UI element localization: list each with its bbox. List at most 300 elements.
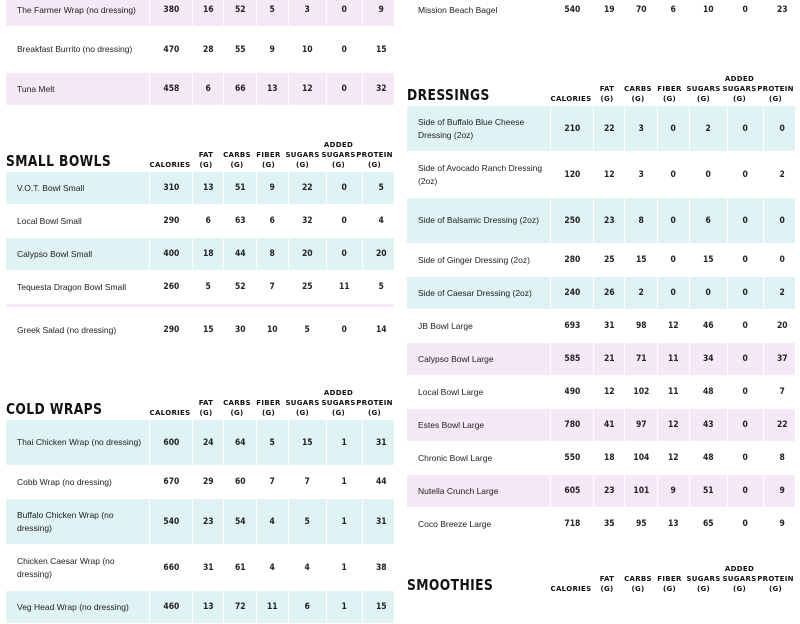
added-value <box>727 198 763 243</box>
item-name: Coco Breeze Large <box>418 518 492 529</box>
fiber-value-text: 12 <box>668 420 679 430</box>
fat-value <box>593 409 624 441</box>
fat-value-text: 16 <box>202 5 214 15</box>
item-name: Side of Buffalo Blue Cheese Dressing (2oz) <box>418 116 525 140</box>
added-value <box>326 238 362 270</box>
calories-value <box>149 0 192 26</box>
fiber-value-text: 13 <box>267 84 278 94</box>
calories-value <box>550 475 593 507</box>
sugars-value-text: 3 <box>304 5 311 15</box>
carbs-value-text: 51 <box>234 183 246 193</box>
protein-value <box>763 376 800 408</box>
fat-value-text: 6 <box>205 84 211 94</box>
column-header-fat: FAT (G) <box>198 399 214 417</box>
calories-value <box>550 277 593 309</box>
fat-value <box>192 307 223 353</box>
calories-value-text: 290 <box>163 325 179 335</box>
sugars-value-text: 48 <box>703 453 714 463</box>
calories-value-text: 490 <box>564 387 580 397</box>
fiber-value-text: 9 <box>269 44 276 55</box>
fat-value <box>192 466 223 498</box>
sugars-value <box>288 307 326 353</box>
protein-value-text: 2 <box>779 169 786 180</box>
fiber-value <box>256 545 288 590</box>
fiber-value-text: 11 <box>668 354 679 364</box>
calories-value <box>550 152 593 197</box>
carbs-value-text: 3 <box>638 169 644 180</box>
fiber-value <box>657 106 689 151</box>
fiber-value-text: 7 <box>269 282 276 292</box>
added-value <box>727 376 763 408</box>
fiber-value <box>256 0 288 26</box>
column-header-calories: CALORIES <box>149 409 191 417</box>
added-value-text: 0 <box>742 255 749 265</box>
carbs-value-text: 3 <box>638 123 644 134</box>
item-name: Side of Balsamic Dressing (2oz) <box>418 215 539 225</box>
calories-value-text: 550 <box>564 453 580 463</box>
fat-value <box>192 73 223 105</box>
table-row <box>407 0 795 27</box>
protein-value <box>763 277 800 309</box>
fat-value-text: 31 <box>603 321 615 331</box>
table-row <box>407 310 795 343</box>
fat-value <box>593 376 624 408</box>
added-value <box>727 409 763 441</box>
calories-value <box>149 499 192 544</box>
added-value-text: 0 <box>341 84 348 94</box>
carbs-value <box>624 310 657 342</box>
fat-value <box>192 271 223 303</box>
added-value <box>326 307 362 353</box>
fat-value-text: 29 <box>202 477 214 487</box>
item-name: Side of Avocado Ranch Dressing (2oz) <box>418 162 543 186</box>
fiber-value-text: 11 <box>668 387 679 397</box>
added-value <box>727 277 763 309</box>
column-header-protein: PROTEIN (G) <box>356 399 393 417</box>
sugars-value-text: 5 <box>304 516 311 527</box>
fiber-value-text: 0 <box>670 255 677 265</box>
fiber-value <box>256 420 288 465</box>
dressings-section <box>407 42 795 541</box>
calories-value-text: 460 <box>163 602 179 612</box>
fat-value-text: 23 <box>603 486 615 496</box>
fat-value <box>593 343 624 375</box>
protein-value <box>763 198 800 243</box>
protein-value <box>763 106 800 151</box>
carbs-value-text: 104 <box>633 453 649 463</box>
calories-value-text: 670 <box>163 477 179 487</box>
sugars-value <box>288 205 326 237</box>
column-header-fat: FAT (G) <box>599 575 615 593</box>
table-row <box>6 0 394 27</box>
added-value <box>727 343 763 375</box>
carbs-value <box>223 591 256 623</box>
carbs-value-text: 15 <box>635 255 647 265</box>
calories-value-text: 540 <box>163 516 179 527</box>
carbs-value <box>624 343 657 375</box>
sugars-value <box>288 499 326 544</box>
section-title: DRESSINGS <box>407 86 490 104</box>
fiber-value <box>256 466 288 498</box>
column-headers <box>550 74 794 104</box>
protein-value <box>763 0 800 26</box>
fat-value-text: 13 <box>202 602 214 612</box>
fat-value-text: 5 <box>205 282 211 292</box>
sugars-value-text: 0 <box>705 169 712 180</box>
column-headers <box>149 388 393 418</box>
protein-value-text: 0 <box>779 255 786 265</box>
fat-value-text: 19 <box>603 5 615 15</box>
calories-value-text: 290 <box>163 216 179 226</box>
fat-value-text: 12 <box>603 169 615 180</box>
calories-value <box>149 466 192 498</box>
sugars-value <box>288 238 326 270</box>
sugars-value-text: 5 <box>304 325 311 335</box>
carbs-value-text: 95 <box>635 519 647 529</box>
fat-value <box>192 205 223 237</box>
calories-value-text: 780 <box>564 420 580 430</box>
fat-value-text: 18 <box>603 453 615 463</box>
column-header-fiber: FIBER (G) <box>256 151 281 169</box>
section-header <box>407 532 795 596</box>
fat-value <box>192 420 223 465</box>
fiber-value <box>256 591 288 623</box>
fiber-value <box>657 244 689 276</box>
cold-wraps-section <box>6 356 394 624</box>
carbs-value-text: 61 <box>234 562 246 573</box>
column-header-sugars: SUGARS (G) <box>285 151 320 169</box>
fat-value <box>593 152 624 197</box>
column-header-fat: FAT (G) <box>198 151 214 169</box>
sugars-value <box>689 106 727 151</box>
table-row <box>407 198 795 244</box>
protein-value <box>362 545 400 590</box>
fiber-value-text: 0 <box>670 215 677 226</box>
fiber-value <box>256 499 288 544</box>
calories-value <box>550 376 593 408</box>
sugars-value-text: 22 <box>302 183 313 193</box>
item-name: Local Bowl Small <box>17 215 82 226</box>
sugars-value <box>288 591 326 623</box>
sugars-value <box>689 442 727 474</box>
protein-value <box>362 205 400 237</box>
smoothies-section <box>407 532 795 596</box>
protein-value <box>362 591 400 623</box>
item-name: Nutella Crunch Large <box>418 485 499 496</box>
calories-value <box>149 27 192 72</box>
section-header <box>6 108 394 172</box>
carbs-value <box>223 172 256 204</box>
calories-value <box>149 271 192 303</box>
fat-value <box>593 106 624 151</box>
column-headers <box>149 140 393 170</box>
column-header-protein: PROTEIN (G) <box>757 575 794 593</box>
calories-value <box>550 106 593 151</box>
table-row <box>6 545 394 591</box>
sugars-value-text: 6 <box>304 602 311 612</box>
protein-value-text: 0 <box>779 215 786 226</box>
calories-value-text: 260 <box>163 282 179 292</box>
calories-value-text: 400 <box>163 249 179 259</box>
sugars-value <box>288 420 326 465</box>
protein-value-text: 38 <box>376 562 387 573</box>
calories-value <box>550 409 593 441</box>
carbs-value <box>624 409 657 441</box>
item-name: Greek Salad (no dressing) <box>17 324 117 335</box>
fat-value <box>192 499 223 544</box>
fat-value-text: 18 <box>202 249 214 259</box>
added-value-text: 0 <box>742 123 749 134</box>
added-value <box>727 244 763 276</box>
added-value-text: 0 <box>742 387 749 397</box>
protein-value <box>763 475 800 507</box>
table-row <box>6 271 394 304</box>
added-value <box>326 499 362 544</box>
added-value <box>727 0 763 26</box>
fiber-value <box>657 277 689 309</box>
protein-value-text: 5 <box>378 282 385 292</box>
sugars-value-text: 10 <box>703 5 714 15</box>
protein-value <box>362 466 400 498</box>
column-headers <box>550 564 794 594</box>
sugars-value-text: 12 <box>302 84 313 94</box>
table-row <box>407 343 795 376</box>
protein-value <box>763 310 800 342</box>
protein-value-text: 9 <box>779 486 786 496</box>
item-name: Chicken Caesar Wrap (no dressing) <box>17 555 115 579</box>
fiber-value-text: 5 <box>269 437 276 448</box>
sugars-value <box>689 152 727 197</box>
fat-value-text: 23 <box>202 516 214 527</box>
protein-value-text: 15 <box>376 602 387 612</box>
item-name: Calypso Bowl Large <box>418 353 494 364</box>
fiber-value <box>256 27 288 72</box>
fiber-value <box>657 152 689 197</box>
protein-value-text: 4 <box>378 216 385 226</box>
table-row <box>6 205 394 238</box>
item-name: Estes Bowl Large <box>418 419 485 430</box>
table-row <box>6 304 394 354</box>
table-row <box>407 244 795 277</box>
fat-value-text: 22 <box>603 123 615 134</box>
calories-value <box>149 591 192 623</box>
fat-value <box>192 238 223 270</box>
item-name: JB Bowl Large <box>418 320 473 331</box>
fat-value-text: 24 <box>202 437 214 448</box>
carbs-value-text: 52 <box>234 282 246 292</box>
carbs-value-text: 98 <box>635 321 647 331</box>
added-value-text: 0 <box>742 420 749 430</box>
fat-value-text: 41 <box>603 420 615 430</box>
sugars-value-text: 51 <box>703 486 714 496</box>
fiber-value <box>256 307 288 353</box>
fat-value <box>593 198 624 243</box>
fiber-value-text: 4 <box>269 516 276 527</box>
item-name: Chronic Bowl Large <box>418 452 493 463</box>
section-title: SMALL BOWLS <box>6 152 112 170</box>
protein-value <box>362 499 400 544</box>
sugars-value-text: 0 <box>705 288 712 298</box>
column-header-added: ADDED SUGARS (G) <box>722 75 757 103</box>
calories-value <box>149 420 192 465</box>
carbs-value-text: 72 <box>234 602 246 612</box>
fiber-value <box>657 198 689 243</box>
table-row <box>407 442 795 475</box>
protein-value-text: 44 <box>376 477 387 487</box>
sugars-value <box>288 73 326 105</box>
carbs-value <box>223 499 256 544</box>
column-header-calories: CALORIES <box>550 95 592 103</box>
fat-value <box>593 310 624 342</box>
fiber-value <box>657 310 689 342</box>
added-value <box>326 73 362 105</box>
added-value-text: 0 <box>341 44 348 55</box>
added-value <box>326 466 362 498</box>
added-value-text: 0 <box>742 215 749 226</box>
calories-value-text: 693 <box>564 321 580 331</box>
calories-value <box>149 238 192 270</box>
column-header-fiber: FIBER (G) <box>256 399 281 417</box>
column-header-carbs: CARBS (G) <box>223 399 251 417</box>
calories-value-text: 280 <box>564 255 580 265</box>
fat-value <box>192 27 223 72</box>
fat-value <box>593 244 624 276</box>
calories-value <box>550 442 593 474</box>
sugars-value <box>288 466 326 498</box>
carbs-value-text: 55 <box>234 44 246 55</box>
sugars-value <box>288 27 326 72</box>
added-value-text: 0 <box>742 288 749 298</box>
added-value-text: 0 <box>341 249 348 259</box>
fiber-value-text: 5 <box>269 5 276 15</box>
fat-value <box>593 0 624 26</box>
column-header-calories: CALORIES <box>550 585 592 593</box>
added-value-text: 0 <box>742 354 749 364</box>
sugars-value <box>288 545 326 590</box>
added-value <box>326 591 362 623</box>
protein-value-text: 9 <box>779 519 786 529</box>
column-header-protein: PROTEIN (G) <box>757 85 794 103</box>
fiber-value <box>657 376 689 408</box>
carbs-value <box>223 205 256 237</box>
carbs-value <box>223 0 256 26</box>
item-name: Side of Caesar Dressing (2oz) <box>418 287 532 298</box>
column-header-fiber: FIBER (G) <box>657 85 682 103</box>
calories-value <box>149 172 192 204</box>
added-value-text: 0 <box>742 5 749 15</box>
fiber-value-text: 8 <box>269 249 276 259</box>
sugars-value-text: 46 <box>703 321 714 331</box>
added-value <box>727 106 763 151</box>
calories-value <box>149 545 192 590</box>
protein-value-text: 8 <box>779 453 786 463</box>
fat-value-text: 28 <box>202 44 214 55</box>
sugars-value-text: 10 <box>302 44 313 55</box>
added-value-text: 0 <box>341 183 348 193</box>
added-value <box>326 271 362 303</box>
added-value-text: 1 <box>341 516 348 527</box>
fiber-value <box>657 475 689 507</box>
fiber-value <box>657 0 689 26</box>
sugars-value-text: 32 <box>302 216 313 226</box>
column-header-fat: FAT (G) <box>599 85 615 103</box>
carbs-value-text: 8 <box>638 215 644 226</box>
fiber-value-text: 9 <box>670 486 677 496</box>
sugars-value-text: 20 <box>302 249 313 259</box>
sugars-value-text: 15 <box>302 437 313 448</box>
table-row <box>407 376 795 409</box>
table-row <box>6 27 394 73</box>
calories-value-text: 470 <box>163 44 179 55</box>
carbs-value <box>624 106 657 151</box>
added-value-text: 1 <box>341 437 348 448</box>
protein-value-text: 7 <box>779 387 786 397</box>
table-row <box>6 238 394 271</box>
protein-value <box>362 73 400 105</box>
protein-value-text: 9 <box>378 5 385 15</box>
added-value-text: 1 <box>341 562 348 573</box>
calories-value-text: 718 <box>564 519 580 529</box>
column-header-calories: CALORIES <box>149 161 191 169</box>
fiber-value-text: 6 <box>670 5 677 15</box>
added-value-text: 1 <box>341 477 348 487</box>
calories-value <box>550 0 593 26</box>
sugars-value <box>689 0 727 26</box>
top-rows-table-right <box>407 0 795 27</box>
added-value <box>326 172 362 204</box>
carbs-value <box>624 442 657 474</box>
added-value-text: 0 <box>742 453 749 463</box>
protein-value-text: 5 <box>378 183 385 193</box>
fiber-value <box>256 172 288 204</box>
top-rows-table <box>6 0 394 106</box>
item-name: Buffalo Chicken Wrap (no dressing) <box>17 509 114 533</box>
sugars-value <box>689 409 727 441</box>
fat-value-text: 12 <box>603 387 615 397</box>
calories-value-text: 250 <box>564 215 580 226</box>
sugars-value-text: 65 <box>703 519 714 529</box>
table-row <box>6 172 394 205</box>
carbs-value <box>624 0 657 26</box>
calories-value-text: 458 <box>163 84 179 94</box>
calories-value-text: 605 <box>564 486 580 496</box>
calories-value-text: 380 <box>163 5 179 15</box>
protein-value <box>763 409 800 441</box>
column-header-carbs: CARBS (G) <box>624 85 652 103</box>
carbs-value <box>624 198 657 243</box>
carbs-value <box>223 466 256 498</box>
sugars-value <box>689 277 727 309</box>
carbs-value-text: 54 <box>234 516 246 527</box>
carbs-value <box>223 238 256 270</box>
added-value-text: 0 <box>341 325 348 335</box>
fat-value <box>593 442 624 474</box>
fiber-value-text: 0 <box>670 169 677 180</box>
added-value <box>326 205 362 237</box>
item-name: The Farmer Wrap (no dressing) <box>17 4 136 15</box>
added-value <box>326 27 362 72</box>
sugars-value <box>288 271 326 303</box>
fiber-value-text: 13 <box>668 519 679 529</box>
calories-value-text: 600 <box>163 437 179 448</box>
table-row <box>6 591 394 624</box>
calories-value <box>149 307 192 353</box>
column-header-sugars: SUGARS (G) <box>285 399 320 417</box>
sugars-value <box>288 172 326 204</box>
calories-value <box>149 205 192 237</box>
table-row <box>407 409 795 442</box>
protein-value <box>362 307 400 353</box>
